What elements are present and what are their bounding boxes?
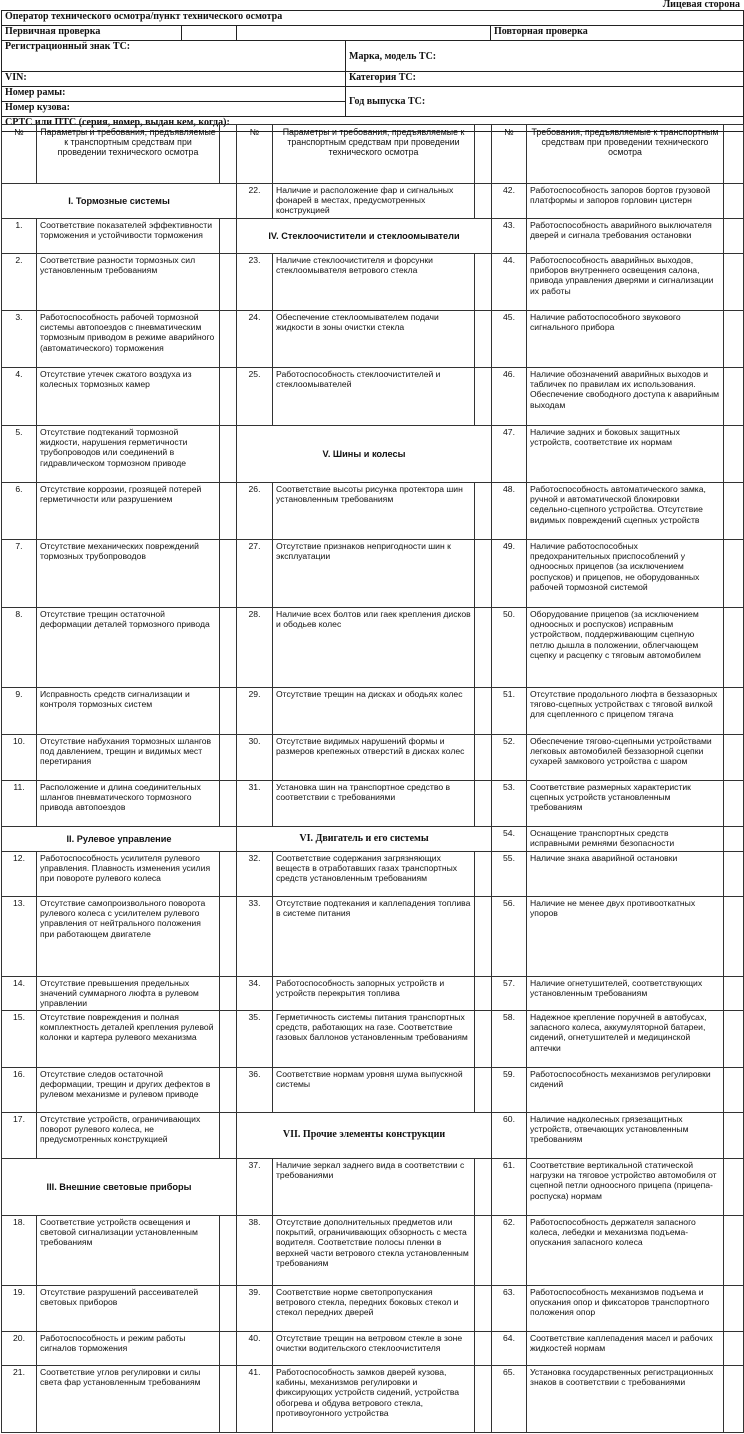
check-cell[interactable] bbox=[220, 483, 237, 540]
check-cell[interactable] bbox=[220, 1366, 237, 1433]
item-text: Установка шин на транспортное средство в соответствии с требованиями bbox=[273, 781, 475, 827]
item-number: 54. bbox=[492, 827, 527, 852]
check-cell[interactable] bbox=[475, 1216, 492, 1286]
check-cell[interactable] bbox=[220, 254, 237, 311]
item-text: Соответствие вертикальной статической нагрузки на тяговое устройство автомобиля от сцепной петли одноосного прицепа (прицепа-роспуска) нормам bbox=[527, 1159, 724, 1216]
col-no-header: № bbox=[492, 125, 527, 184]
col-reqs-header: Требования, предъявляемые к транспортным средствам при проведении технического осмотра bbox=[527, 125, 724, 184]
check-cell[interactable] bbox=[724, 1011, 744, 1068]
item-text: Отсутствие видимых нарушений формы и размеров крепежных отверстий в дисках колес bbox=[273, 735, 475, 781]
item-number: 35. bbox=[237, 1011, 273, 1068]
section-title: V. Шины и колесы bbox=[237, 426, 492, 483]
check-cell[interactable] bbox=[220, 1216, 237, 1286]
item-number: 53. bbox=[492, 781, 527, 827]
item-number: 1. bbox=[2, 219, 37, 254]
item-number: 31. bbox=[237, 781, 273, 827]
check-cell[interactable] bbox=[724, 1286, 744, 1332]
item-text: Работоспособность запорных устройств и устройств перекрытия топлива bbox=[273, 977, 475, 1011]
col-no-header: № bbox=[2, 125, 37, 184]
check-cell[interactable] bbox=[475, 1332, 492, 1366]
item-text: Отсутствие превышения предельных значений суммарного люфта в рулевом управлении bbox=[37, 977, 220, 1011]
item-number: 63. bbox=[492, 1286, 527, 1332]
item-number: 44. bbox=[492, 254, 527, 311]
item-number: 32. bbox=[237, 852, 273, 897]
item-text: Надежное крепление поручней в автобусах, запасного колеса, аккумуляторной батареи, сидений, огнетушителей и медицинской аптечки bbox=[527, 1011, 724, 1068]
check-cell[interactable] bbox=[724, 368, 744, 426]
item-text: Отсутствие трещин на дисках и ободьях колес bbox=[273, 688, 475, 735]
check-cell[interactable] bbox=[724, 827, 744, 852]
check-cell[interactable] bbox=[475, 1068, 492, 1113]
col-no-header: № bbox=[237, 125, 273, 184]
check-cell[interactable] bbox=[475, 852, 492, 897]
vehicle-header-table bbox=[1, 10, 744, 132]
item-text: Установка государственных регистрационных знаков в соответствии с требованиями bbox=[527, 1366, 724, 1433]
item-text: Отсутствие продольного люфта в беззазорных тягово-сцепных устройствах с тяговой вилкой для сцепленного с прицепом тягача bbox=[527, 688, 724, 735]
check-cell[interactable] bbox=[475, 368, 492, 426]
item-number: 6. bbox=[2, 483, 37, 540]
check-cell[interactable] bbox=[475, 735, 492, 781]
check-cell[interactable] bbox=[724, 426, 744, 483]
check-cell[interactable] bbox=[724, 688, 744, 735]
col-mark-header bbox=[724, 125, 744, 184]
year-field[interactable]: Год выпуска ТС: bbox=[346, 87, 744, 117]
item-text: Работоспособность аварийного выключателя дверей и сигнала требования остановки bbox=[527, 219, 724, 254]
item-number: 28. bbox=[237, 608, 273, 688]
item-text: Наличие работоспособных предохранительных приспособлений у одноосных прицепов (за исключением роспусков) и прицепов, не оборудованных рабочей тормозной системой bbox=[527, 540, 724, 608]
item-text: Наличие всех болтов или гаек крепления дисков и ободьев колес bbox=[273, 608, 475, 688]
item-text: Обеспечение тягово-сцепными устройствами легковых автомобилей беззазорной сцепки сухарей замкового устройства с шаром bbox=[527, 735, 724, 781]
item-number: 42. bbox=[492, 184, 527, 219]
item-number: 39. bbox=[237, 1286, 273, 1332]
item-number: 21. bbox=[2, 1366, 37, 1433]
make-model-field[interactable]: Марка, модель ТС: bbox=[346, 41, 744, 72]
item-text: Соответствие высоты рисунка протектора шин установленным требованиям bbox=[273, 483, 475, 540]
item-text: Наличие надколесных грязезащитных устройств, отвечающих установленным требованиям bbox=[527, 1113, 724, 1159]
item-text: Соответствие каплепадения масел и рабочих жидкостей нормам bbox=[527, 1332, 724, 1366]
item-text: Отсутствие признаков непригодности шин к эксплуатации bbox=[273, 540, 475, 608]
item-text: Отсутствие подтекания и каплепадения топлива в системе питания bbox=[273, 897, 475, 977]
item-number: 43. bbox=[492, 219, 527, 254]
item-text: Наличие знака аварийной остановки bbox=[527, 852, 724, 897]
check-cell[interactable] bbox=[220, 540, 237, 608]
check-cell[interactable] bbox=[724, 852, 744, 897]
item-text: Обеспечение стеклоомывателем подачи жидкости в зоны очистки стекла bbox=[273, 311, 475, 368]
item-number: 5. bbox=[2, 426, 37, 483]
item-number: 14. bbox=[2, 977, 37, 1011]
item-text: Соответствие углов регулировки и силы света фар установленным требованиям bbox=[37, 1366, 220, 1433]
primary-check-blank[interactable] bbox=[237, 26, 491, 41]
section-title: VI. Двигатель и его системы bbox=[237, 827, 492, 852]
check-cell[interactable] bbox=[475, 781, 492, 827]
check-cell[interactable] bbox=[220, 426, 237, 483]
item-text: Расположение и длина соединительных шлангов пневматического тормозного привода автопоездов bbox=[37, 781, 220, 827]
item-text: Наличие обозначений аварийных выходов и табличек по правилам их использования. Обеспечение свободного доступа к аварийным выходам bbox=[527, 368, 724, 426]
item-number: 33. bbox=[237, 897, 273, 977]
operator-label: Оператор технического осмотра/пункт технического осмотра bbox=[2, 11, 744, 26]
check-cell[interactable] bbox=[724, 897, 744, 977]
item-number: 27. bbox=[237, 540, 273, 608]
item-number: 59. bbox=[492, 1068, 527, 1113]
item-number: 4. bbox=[2, 368, 37, 426]
check-cell[interactable] bbox=[220, 781, 237, 827]
item-number: 41. bbox=[237, 1366, 273, 1433]
item-text: Отсутствие подтеканий тормозной жидкости, нарушения герметичности трубопроводов или соединений в гидравлическом тормозном приводе bbox=[37, 426, 220, 483]
section-title: III. Внешние световые приборы bbox=[2, 1159, 237, 1216]
col-mark-header bbox=[475, 125, 492, 184]
check-cell[interactable] bbox=[220, 1113, 237, 1159]
item-number: 9. bbox=[2, 688, 37, 735]
item-text: Работоспособность запоров бортов грузовой платформы и запоров горловин цистерн bbox=[527, 184, 724, 219]
item-number: 38. bbox=[237, 1216, 273, 1286]
item-number: 64. bbox=[492, 1332, 527, 1366]
item-text: Работоспособность стеклоочистителей и стеклоомывателей bbox=[273, 368, 475, 426]
check-cell[interactable] bbox=[475, 1286, 492, 1332]
check-cell[interactable] bbox=[220, 1332, 237, 1366]
check-cell[interactable] bbox=[724, 781, 744, 827]
item-text: Отсутствие самопроизвольного поворота рулевого колеса с усилителем рулевого управления от нейтрального положения при работающем двигателе bbox=[37, 897, 220, 977]
item-text: Оснащение транспортных средств исправными ремнями безопасности bbox=[527, 827, 724, 852]
check-cell[interactable] bbox=[724, 1332, 744, 1366]
item-text: Наличие огнетушителей, соответствующих установленным требованиям bbox=[527, 977, 724, 1011]
item-text: Отсутствие повреждения и полная комплектность деталей крепления рулевой колонки и картера рулевого механизма bbox=[37, 1011, 220, 1068]
check-cell[interactable] bbox=[724, 219, 744, 254]
item-number: 34. bbox=[237, 977, 273, 1011]
section-title: I. Тормозные системы bbox=[2, 184, 237, 219]
item-number: 56. bbox=[492, 897, 527, 977]
item-text: Работоспособность механизмов подъема и опускания опор и фиксаторов транспортного положения опор bbox=[527, 1286, 724, 1332]
check-cell[interactable] bbox=[475, 608, 492, 688]
item-text: Отсутствие разрушений рассеивателей световых приборов bbox=[37, 1286, 220, 1332]
reg-sign-field[interactable]: Регистрационный знак ТС: bbox=[2, 41, 346, 72]
item-number: 12. bbox=[2, 852, 37, 897]
item-text: Наличие стеклоочистителя и форсунки стеклоомывателя ветрового стекла bbox=[273, 254, 475, 311]
item-number: 48. bbox=[492, 483, 527, 540]
primary-check-field[interactable] bbox=[182, 26, 237, 41]
item-text: Наличие зеркал заднего вида в соответствии с требованиями bbox=[273, 1159, 475, 1216]
checklist-table bbox=[1, 124, 744, 1433]
item-number: 10. bbox=[2, 735, 37, 781]
item-text: Соответствие устройств освещения и световой сигнализации установленным требованиям bbox=[37, 1216, 220, 1286]
check-cell[interactable] bbox=[220, 311, 237, 368]
item-number: 29. bbox=[237, 688, 273, 735]
check-cell[interactable] bbox=[220, 368, 237, 426]
check-cell[interactable] bbox=[475, 540, 492, 608]
check-cell[interactable] bbox=[724, 540, 744, 608]
check-cell[interactable] bbox=[475, 897, 492, 977]
check-cell[interactable] bbox=[220, 852, 237, 897]
side-label: Лицевая сторона bbox=[662, 0, 740, 10]
item-text: Отсутствие устройств, ограничивающих поворот рулевого колеса, не предусмотренных конструкцией bbox=[37, 1113, 220, 1159]
item-number: 51. bbox=[492, 688, 527, 735]
item-text: Герметичность системы питания транспортных средств, работающих на газе. Соответствие газовых баллонов установленным требованиям bbox=[273, 1011, 475, 1068]
item-text: Отсутствие трещин остаточной деформации деталей тормозного привода bbox=[37, 608, 220, 688]
item-number: 30. bbox=[237, 735, 273, 781]
item-text: Работоспособность усилителя рулевого управления. Плавность изменения усилия при повороте рулевого колеса bbox=[37, 852, 220, 897]
col-params-header: Параметры и требования, предъявляемые к транспортным средствам при проведении технического осмотра bbox=[273, 125, 475, 184]
item-text: Соответствие показателей эффективности торможения и устойчивости торможения bbox=[37, 219, 220, 254]
item-text: Соответствие содержания загрязняющих веществ в отработавших газах транспортных средств установленным требованиям bbox=[273, 852, 475, 897]
item-number: 23. bbox=[237, 254, 273, 311]
item-text: Отсутствие трещин на ветровом стекле в зоне очистки водительского стеклоочистителя bbox=[273, 1332, 475, 1366]
check-cell[interactable] bbox=[724, 254, 744, 311]
item-text: Соответствие размерных характеристик сцепных устройств установленным требованиям bbox=[527, 781, 724, 827]
vin-field[interactable]: VIN: bbox=[2, 72, 346, 87]
item-number: 58. bbox=[492, 1011, 527, 1068]
check-cell[interactable] bbox=[724, 1159, 744, 1216]
item-text: Отсутствие дополнительных предметов или покрытий, ограничивающих обзорность с места водителя. Соответствие полосы пленки в верхней части ветрового стекла установленным требованиям bbox=[273, 1216, 475, 1286]
check-cell[interactable] bbox=[475, 1011, 492, 1068]
item-text: Наличие и расположение фар и сигнальных фонарей в местах, предусмотренных конструкцией bbox=[273, 184, 475, 219]
check-cell[interactable] bbox=[475, 184, 492, 219]
item-number: 52. bbox=[492, 735, 527, 781]
item-number: 19. bbox=[2, 1286, 37, 1332]
check-cell[interactable] bbox=[220, 219, 237, 254]
check-cell[interactable] bbox=[724, 735, 744, 781]
check-cell[interactable] bbox=[475, 977, 492, 1011]
item-text: Работоспособность держателя запасного колеса, лебедки и механизма подъема-опускания запасного колеса bbox=[527, 1216, 724, 1286]
item-text: Исправность средств сигнализации и контроля тормозных систем bbox=[37, 688, 220, 735]
check-cell[interactable] bbox=[220, 688, 237, 735]
body-number-field[interactable]: Номер кузова: bbox=[2, 102, 346, 117]
col-mark-header bbox=[220, 125, 237, 184]
item-number: 11. bbox=[2, 781, 37, 827]
section-title: IV. Стеклоочистители и стеклоомыватели bbox=[237, 219, 492, 254]
item-text: Наличие задних и боковых защитных устройств, соответствие их нормам bbox=[527, 426, 724, 483]
item-text: Соответствие норме светопропускания ветрового стекла, передних боковых стекол и стекол передних дверей bbox=[273, 1286, 475, 1332]
item-number: 2. bbox=[2, 254, 37, 311]
item-number: 36. bbox=[237, 1068, 273, 1113]
item-text: Оборудование прицепов (за исключением одноосных и роспусков) исправным устройством, поддерживающим сцепную петлю дышла в положении, облегчающем сцепку и расцепку с тяговым автомобилем bbox=[527, 608, 724, 688]
item-number: 62. bbox=[492, 1216, 527, 1286]
check-cell[interactable] bbox=[724, 311, 744, 368]
item-text: Отсутствие коррозии, грозящей потерей герметичности или разрушением bbox=[37, 483, 220, 540]
item-number: 45. bbox=[492, 311, 527, 368]
check-cell[interactable] bbox=[724, 1113, 744, 1159]
item-number: 60. bbox=[492, 1113, 527, 1159]
item-number: 50. bbox=[492, 608, 527, 688]
item-text: Работоспособность механизмов регулировки сидений bbox=[527, 1068, 724, 1113]
item-number: 65. bbox=[492, 1366, 527, 1433]
category-field[interactable]: Категория ТС: bbox=[346, 72, 744, 87]
check-cell[interactable] bbox=[220, 897, 237, 977]
item-text: Работоспособность и режим работы сигналов торможения bbox=[37, 1332, 220, 1366]
item-text: Соответствие разности тормозных сил установленным требованиям bbox=[37, 254, 220, 311]
item-text: Наличие работоспособного звукового сигнального прибора bbox=[527, 311, 724, 368]
check-cell[interactable] bbox=[724, 1068, 744, 1113]
check-cell[interactable] bbox=[724, 1216, 744, 1286]
item-number: 15. bbox=[2, 1011, 37, 1068]
item-number: 22. bbox=[237, 184, 273, 219]
item-number: 18. bbox=[2, 1216, 37, 1286]
item-text: Отсутствие утечек сжатого воздуха из колесных тормозных камер bbox=[37, 368, 220, 426]
item-number: 25. bbox=[237, 368, 273, 426]
item-text: Работоспособность автоматического замка, ручной и автоматической блокировки седельно-сцепного устройства. Отсутствие видимых повреждений сцепных устройств bbox=[527, 483, 724, 540]
check-cell[interactable] bbox=[724, 977, 744, 1011]
check-cell[interactable] bbox=[220, 977, 237, 1011]
check-cell[interactable] bbox=[220, 1068, 237, 1113]
check-cell[interactable] bbox=[475, 688, 492, 735]
item-number: 49. bbox=[492, 540, 527, 608]
item-number: 8. bbox=[2, 608, 37, 688]
item-number: 47. bbox=[492, 426, 527, 483]
section-title: VII. Прочие элементы конструкции bbox=[237, 1113, 492, 1159]
check-cell[interactable] bbox=[475, 311, 492, 368]
item-number: 17. bbox=[2, 1113, 37, 1159]
item-number: 46. bbox=[492, 368, 527, 426]
item-number: 61. bbox=[492, 1159, 527, 1216]
check-cell[interactable] bbox=[724, 483, 744, 540]
item-number: 7. bbox=[2, 540, 37, 608]
check-cell[interactable] bbox=[724, 608, 744, 688]
item-number: 55. bbox=[492, 852, 527, 897]
item-number: 57. bbox=[492, 977, 527, 1011]
item-text: Работоспособность рабочей тормозной системы автопоездов с пневматическим тормозным приводом в режиме аварийного (автоматического) торможения bbox=[37, 311, 220, 368]
item-number: 26. bbox=[237, 483, 273, 540]
repeat-check-label: Повторная проверка bbox=[491, 26, 744, 41]
item-number: 16. bbox=[2, 1068, 37, 1113]
item-number: 24. bbox=[237, 311, 273, 368]
item-number: 37. bbox=[237, 1159, 273, 1216]
item-text: Соответствие нормам уровня шума выпускной системы bbox=[273, 1068, 475, 1113]
check-cell[interactable] bbox=[475, 1159, 492, 1216]
item-number: 13. bbox=[2, 897, 37, 977]
item-number: 3. bbox=[2, 311, 37, 368]
item-text: Отсутствие следов остаточной деформации, трещин и других дефектов в рулевом механизме и рулевом приводе bbox=[37, 1068, 220, 1113]
col-params-header: Параметры и требования, предъявляемые к транспортным средствам при проведении технического осмотра bbox=[37, 125, 220, 184]
item-number: 40. bbox=[237, 1332, 273, 1366]
check-cell[interactable] bbox=[220, 1286, 237, 1332]
check-cell[interactable] bbox=[220, 608, 237, 688]
check-cell[interactable] bbox=[475, 254, 492, 311]
check-cell[interactable] bbox=[475, 483, 492, 540]
check-cell[interactable] bbox=[475, 1366, 492, 1433]
check-cell[interactable] bbox=[220, 1011, 237, 1068]
check-cell[interactable] bbox=[220, 735, 237, 781]
item-text: Работоспособность аварийных выходов, приборов внутреннего освещения салона, привода управления дверями и сигнализации их работы bbox=[527, 254, 724, 311]
check-cell[interactable] bbox=[724, 1366, 744, 1433]
check-cell[interactable] bbox=[724, 184, 744, 219]
item-text: Отсутствие набухания тормозных шлангов под давлением, трещин и видимых мест перетирания bbox=[37, 735, 220, 781]
item-number: 20. bbox=[2, 1332, 37, 1366]
item-text: Работоспособность замков дверей кузова, кабины, механизмов регулировки и фиксирующих устройств сидений, устройства обогрева и обдува ветрового стекла, противоугонного устройства bbox=[273, 1366, 475, 1433]
item-text: Наличие не менее двух противооткатных упоров bbox=[527, 897, 724, 977]
item-text: Отсутствие механических повреждений тормозных трубопроводов bbox=[37, 540, 220, 608]
srts-field[interactable]: СРТС или ПТС (серия, номер, выдан кем, когда): bbox=[2, 117, 744, 132]
frame-number-field[interactable]: Номер рамы: bbox=[2, 87, 346, 102]
primary-check-label: Первичная проверка bbox=[2, 26, 182, 41]
section-title: II. Рулевое управление bbox=[2, 827, 237, 852]
